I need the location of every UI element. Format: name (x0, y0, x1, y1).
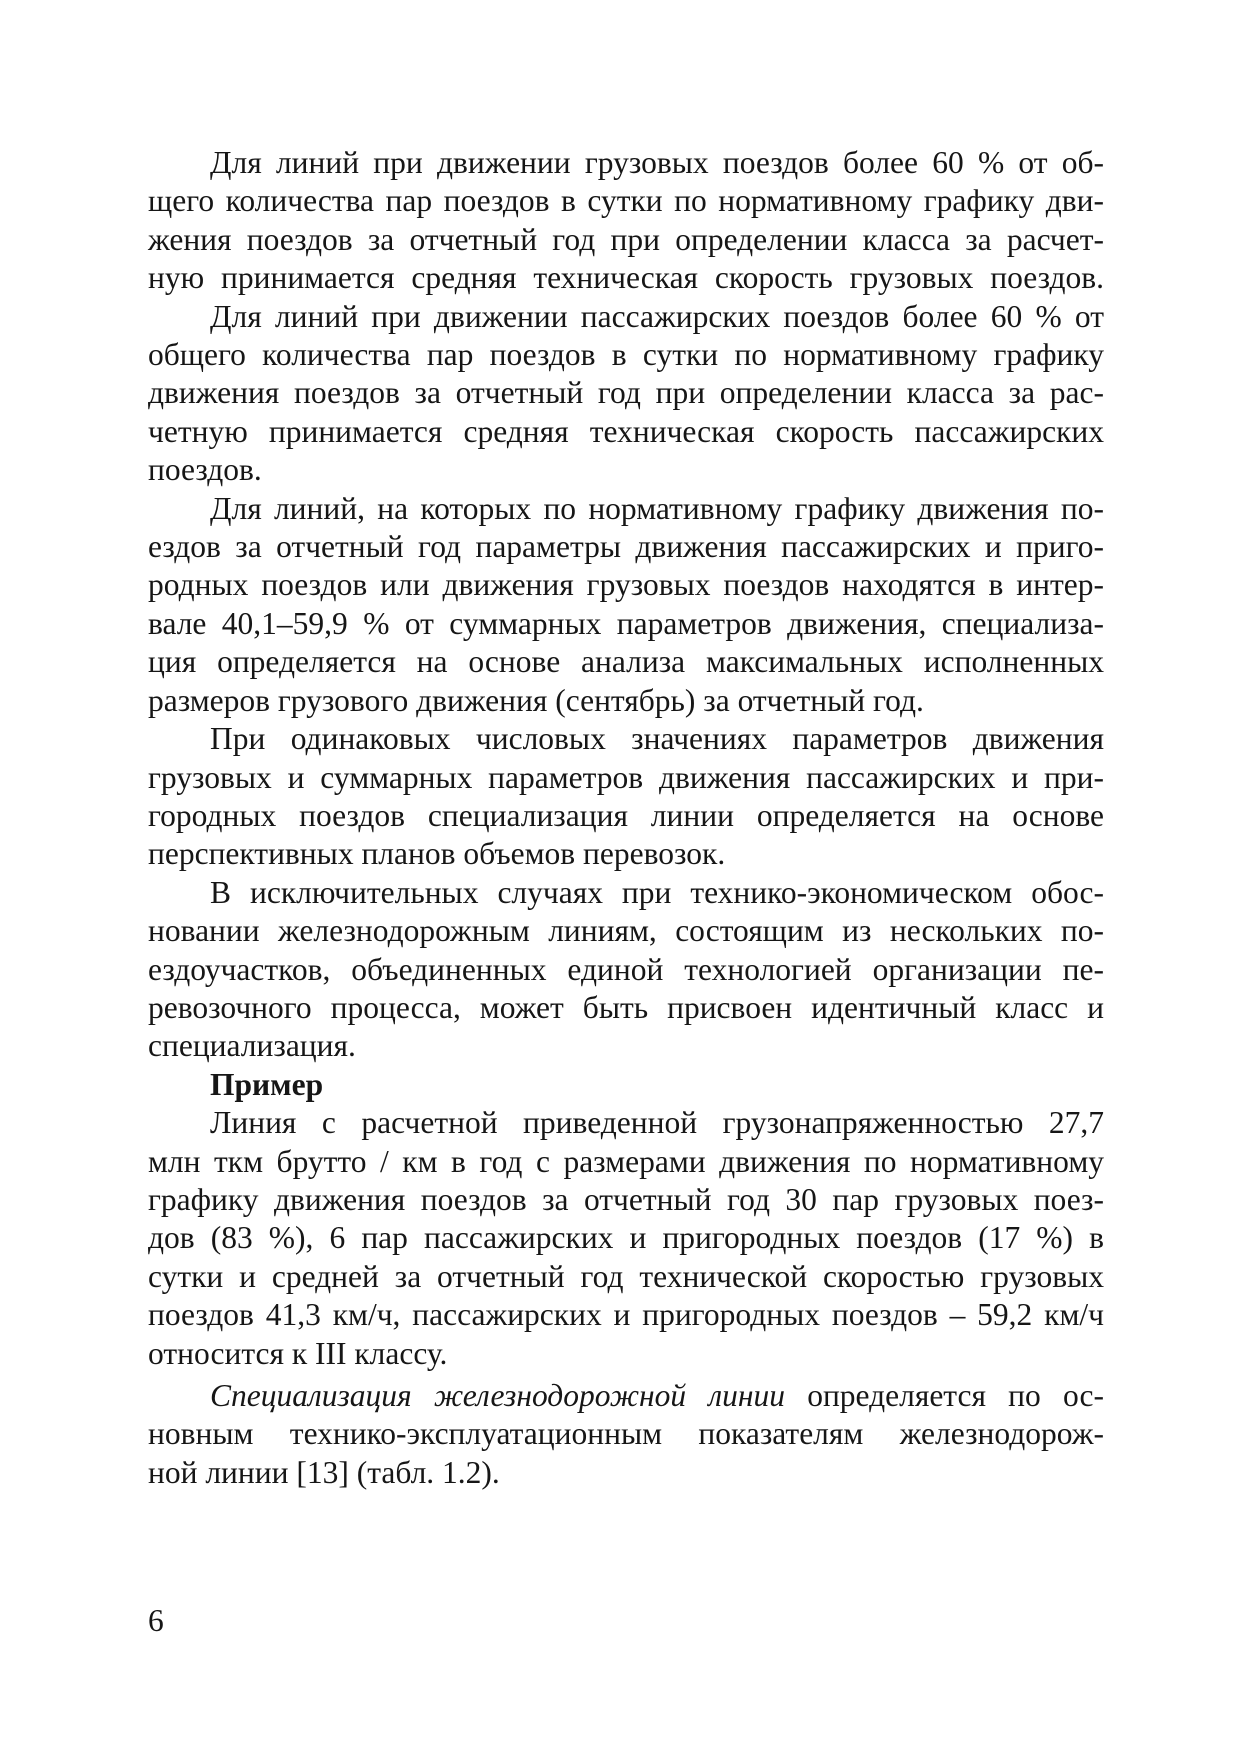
text-line: Для линий, на которых по нормативному графику движения по- (210, 490, 1104, 526)
paragraph-equal-values (148, 720, 1104, 874)
text-line: ную принимается средняя техническая скорость грузовых поездов. (148, 260, 1104, 296)
text-line: ездоучастков, объединенных единой технологией организации пе- (148, 951, 1104, 987)
text-line: относится к III классу. (148, 1335, 448, 1371)
text-line: новании железнодорожным линиям, состоящим из нескольких по- (148, 913, 1104, 949)
text-line: четную принимается средняя техническая скорость пассажирских (148, 413, 1104, 449)
text-line: Линия с расчетной приведенной грузонапряженностью 27,7 (210, 1105, 1104, 1141)
text-line: Для линий при движении пассажирских поездов более 60 % от (210, 298, 1104, 334)
text-line: ной линии [13] (табл. 1.2). (148, 1454, 500, 1490)
page-number: 6 (148, 1603, 164, 1638)
text-line: поездов 41,3 км/ч, пассажирских и пригородных поездов – 59,2 км/ч (148, 1297, 1104, 1333)
paragraph-line-speed-passenger (148, 298, 1104, 490)
paragraph-specialization-definition (148, 1377, 1104, 1492)
example-heading: Пример (210, 1066, 324, 1102)
text-line: ездов за отчетный год параметры движения пассажирских и приго- (148, 529, 1104, 565)
page-body (148, 144, 1104, 1492)
text-line: специализация. (148, 1028, 356, 1064)
paragraph-specialization-interval (148, 490, 1104, 720)
text-line: ция определяется на основе анализа максимальных исполненных (148, 644, 1104, 680)
text-line: городных поездов специализация линии определяется на основе (148, 797, 1104, 833)
text-line: Для линий при движении грузовых поездов более 60 % от об- (210, 145, 1104, 180)
text-line: При одинаковых числовых значениях параметров движения (210, 721, 1104, 757)
text-line: грузовых и суммарных параметров движения пассажирских и при- (148, 759, 1104, 795)
text-line: перспективных планов объемов перевозок. (148, 836, 726, 872)
text-line: сутки и средней за отчетный год технической скоростью грузовых (148, 1258, 1104, 1294)
paragraph-example (148, 1104, 1104, 1373)
text-line: вале 40,1–59,9 % от суммарных параметров движения, специализа- (148, 605, 1104, 641)
paragraph-exceptional-cases (148, 874, 1104, 1066)
text-line: В исключительных случаях при технико-экономическом обос- (210, 874, 1104, 910)
italic-term: Специализация железнодорожной линии (210, 1378, 785, 1413)
paragraph-line-speed-freight (148, 144, 1104, 298)
text-line: родных поездов или движения грузовых поездов находятся в интер- (148, 567, 1104, 603)
text-line: новным технико-эксплуатационным показателям железнодорож- (148, 1416, 1104, 1452)
text-line: млн ткм брутто / км в год с размерами движения по нормативному (148, 1143, 1104, 1179)
text-line: размеров грузового движения (сентябрь) за отчетный год. (148, 682, 924, 718)
text-line (148, 1377, 1104, 1415)
text-line: ревозочного процесса, может быть присвоен идентичный класс и (148, 989, 1104, 1025)
text-line: общего количества пар поездов в сутки по нормативному графику (148, 337, 1104, 373)
text-line: движения поездов за отчетный год при определении класса за рас- (148, 375, 1104, 411)
text-run: определяется по ос- (784, 1378, 1104, 1413)
text-line: поездов. (148, 452, 262, 488)
text-line: щего количества пар поездов в сутки по нормативному графику дви- (148, 183, 1104, 219)
text-line: дов (83 %), 6 пар пассажирских и пригородных поездов (17 %) в (148, 1220, 1104, 1256)
text-line: графику движения поездов за отчетный год 30 пар грузовых поез- (148, 1181, 1104, 1217)
text-line: жения поездов за отчетный год при определении класса за расчет- (148, 221, 1104, 257)
